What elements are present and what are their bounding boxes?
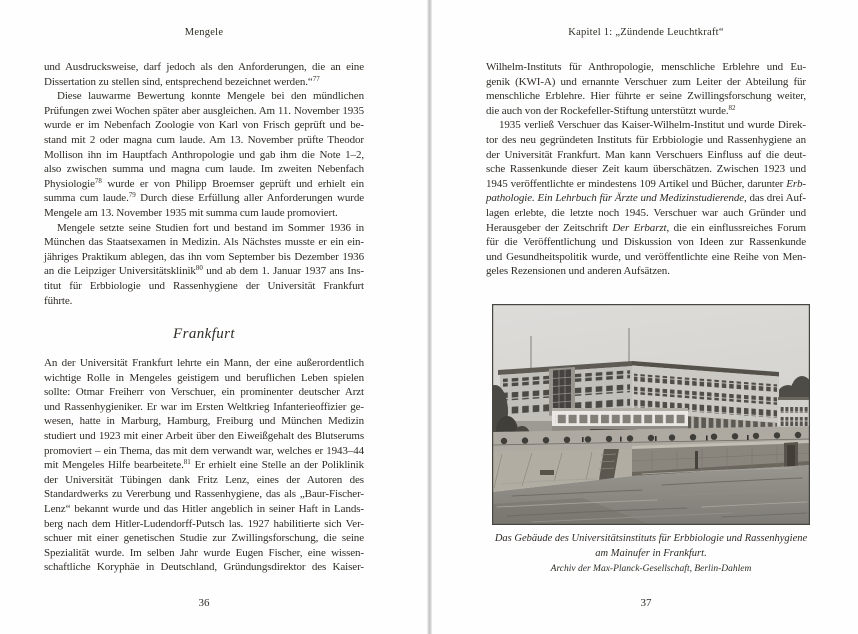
text-line: Wilhelm-Instituts für Anthropologie, menschliche Erblehre und Eu- [486, 61, 806, 73]
text-line: Physiologie$^{78}$ wurde er von Philipp Broemser geprüft und erhielt ein [44, 176, 364, 190]
text-line: also zwischen summa und magna cum laude. Im zweiten Nebenfach [44, 163, 364, 176]
page-number-right: 37 [640, 597, 652, 609]
text-line: schuer mit einer genetischen Studie zur Zwillingsforschung, die seine [44, 532, 364, 545]
text-line: sche Rassenkunde dieser Zeit kaum überschätzen. Zwischen 1923 und [486, 163, 806, 176]
paragraph [44, 356, 364, 575]
text-line: wichtige Rolle in Mengeles geistigem und beruflichen Leben spielen [44, 371, 364, 384]
text-line: An der Universität Frankfurt lehrte ein Mann, der eine außerordentlich [44, 357, 364, 370]
text-line: Prüfungen zwei Wochen später aber ausgleichen. Am 11. November 1935 [44, 104, 364, 117]
paragraph [486, 118, 806, 279]
text-line: und Gesundheitspolitik wurde, und veröffentlichte eine Reihe von Men- [486, 250, 806, 263]
running-head-right: Kapitel 1: „Zündende Leuchtkraft“ [568, 27, 724, 38]
running-head-left: Mengele [184, 27, 224, 38]
text-line: genik (KWI-A) und ernannte Verschuer zum Leiter der Abteilung für [486, 75, 806, 88]
text-line: studiert und 1923 mit einer Arbeit über den Eiweißgehalt des Blutserums [44, 430, 364, 443]
text-line: und Rassenhygieniker. Er war im Ersten Weltkrieg Infanterieoffizier ge- [44, 400, 364, 413]
text-line: und Ausdrucksweise, darf jedoch als den Anforderungen, die an eine [44, 61, 364, 73]
figure-caption-line2: am Mainufer in Frankfurt. [595, 547, 707, 559]
text-line: Herausgeber der Zeitschrift Der Erbarzt, die ein einflussreiches Forum [486, 221, 806, 234]
text-line: wurde er im Nebenfach Zoologie von Karl von Frisch geprüft und be- [44, 119, 364, 132]
left-text-column [44, 60, 364, 575]
text-line: sollte: Otmar Freiherr von Verschuer, ein prominenter deutscher Arzt [44, 386, 364, 399]
text-line: promoviert – ein Thema, das mit dem verwandt war, welches er 1943–44 [44, 444, 364, 457]
text-line: jähriges Praktikum ablegen, das ihn vom September bis Dezember 1936 [44, 250, 364, 263]
figure-caption-line1: Das Gebäude des Universitätsinstituts für Erbbiologie und Rassenhygiene [494, 533, 808, 544]
text-line: Mengele setzte seine Studien fort und bestand im Sommer 1936 in [57, 221, 364, 234]
text-line: summa cum laude.$^{79}$ Durch diese Erfüllung aller Anforderungen wurde [44, 191, 364, 205]
paragraph [44, 221, 364, 309]
right-text-column [486, 60, 806, 279]
text-line: Standardwerks zu Vererbung und Rassenhygiene, das als „Baur-Fischer- [44, 488, 364, 501]
text-line: Mengele am 13. November 1935 mit summa cum laude promoviert. [44, 206, 338, 219]
page-number-left: 36 [198, 597, 210, 609]
text-line: Dissertation zu stellen sind, entsprechend bezeichnet werden.“$^{77}$ [44, 74, 320, 88]
text-line: stand mit 2 oder magna cum laude. Am 13. November prüfte Theodor [44, 133, 364, 146]
text-line: geles Rezensionen und anderen Aufsätzen. [486, 265, 670, 278]
text-line: berg nach dem Hitler-Ludendorff-Putsch las. 1927 habilitierte sich Ver- [44, 517, 364, 530]
text-line: titut für Erbbiologie und Rassenhygiene der Universität Frankfurt [44, 279, 364, 292]
page-right [429, 0, 858, 634]
text-line: menschliche Erblehre. Hier führte er seine Zwillingsforschung weiter, [486, 90, 806, 103]
institute-building-photo [492, 304, 810, 525]
text-line: der Universität Tübingen dank Fritz Lenz, eines der Autoren des [44, 473, 364, 486]
text-line: 1945 veröffentlichte er mindestens 109 Artikel und Bücher, darunter Erb- [486, 177, 806, 190]
paragraph [44, 60, 364, 89]
text-line: lagen erlebte, die letzte noch 1945. Verschuer war auch Gründer und [486, 206, 806, 219]
section-heading: Frankfurt [173, 326, 235, 343]
figure-caption [492, 532, 810, 561]
paragraph [486, 60, 806, 118]
text-line: schaftliche Koryphäe in Deutschland, Gründungsdirektor des Kaiser- [44, 561, 364, 574]
figure-credit: Archiv der Max-Planck-Gesellschaft, Berlin-Dahlem [550, 564, 752, 574]
text-line: mit Mengeles Hilfe bearbeitete.$^{81}$ Er erhielt eine Stelle an der Poliklinik [44, 458, 364, 472]
text-line: wesen, hatte in Marburg, Hamburg, Freiburg und München Medizin [44, 415, 364, 428]
text-line: für die Veröffentlichung und Diskussion von Ideen zur Rassenkunde [486, 236, 806, 249]
text-line: führte. [44, 294, 73, 307]
text-line: Lenz“ bekannt wurde und das Hitler angeblich in seiner Haft in Lands- [44, 503, 364, 516]
page-gutter [427, 0, 432, 634]
text-line: die auch von der Rockefeller-Stiftung unterstützt wurde.$^{82}$ [486, 103, 736, 117]
text-line: pathologie. Ein Lehrbuch für Ärzte und Medizinstudierende, das drei Auf- [486, 192, 806, 205]
text-line: an die Leipziger Universitätsklinik$^{80}$ und ab dem 1. Januar 1937 ans Ins- [44, 264, 364, 278]
text-line: Diese lauwarme Bewertung konnte Mengele bei den mündlichen [57, 90, 364, 103]
text-line: Mollison ihn im Hauptfach Anthropologie und gab ihm die Note 1–2, [44, 148, 364, 161]
text-line: Spezialität wurde. Im selben Jahr wurde Eugen Fischer, eine wissen- [44, 546, 364, 559]
text-line: tor des neu gegründeten Instituts für Erbbiologie und Rassenhygiene an [486, 133, 806, 146]
figure-institute-building [492, 304, 810, 574]
text-line: München das Staatsexamen in Medizin. Als Nächstes musste er ein ein- [44, 236, 364, 249]
paragraph [44, 89, 364, 220]
text-line: der Universität Frankfurt. Man kann Verschuers Einfluss auf die deut- [486, 148, 806, 161]
text-line: 1935 verließ Verschuer das Kaiser-Wilhelm-Institut und wurde Direk- [499, 119, 806, 132]
